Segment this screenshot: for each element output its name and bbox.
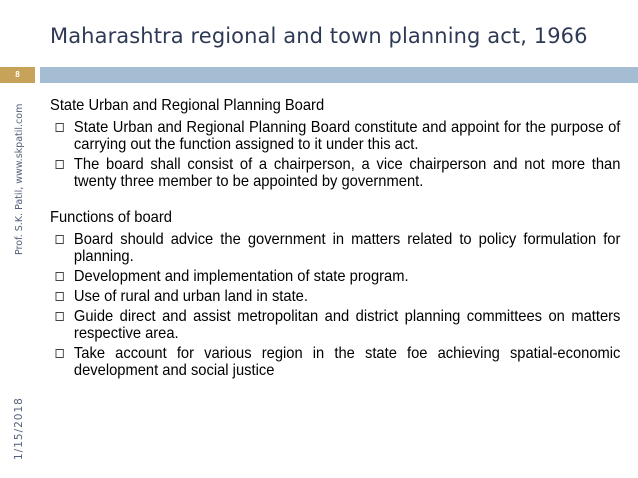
hollow-square-icon [56,235,64,244]
list-item [50,119,620,153]
section-functions [50,208,620,379]
list-item [50,288,620,305]
hollow-square-icon [56,272,64,281]
list-item-text: Use of rural and urban land in state. [73,288,308,305]
bullet-list [50,231,620,379]
date-footer: 1/15/2018 [13,397,25,460]
list-item-text: Take account for various region in the state foe achieving spatial-economic development and social justice [73,345,621,379]
title-divider-bar [40,67,638,83]
list-item [50,231,620,265]
bullet-list [50,119,620,190]
list-item-text: The board shall consist of a chairperson, a vice chairperson and not more than twenty three member to be appointed by government. [73,156,621,190]
author-footer: Prof. S.K. Patil, www.skpatil.com [14,103,25,255]
list-item-text: State Urban and Regional Planning Board constitute and appoint for the purpose of carrying out the function assigned to it under this act. [73,119,621,153]
section-heading: State Urban and Regional Planning Board [50,97,325,114]
slide-title: Maharashtra regional and town planning act, 1966 [50,24,588,48]
hollow-square-icon [56,292,64,301]
list-item [50,268,620,285]
section-planning-board [50,96,620,190]
slide-content [50,96,620,379]
slide-number: 8 [15,70,20,79]
section-heading: Functions of board [50,209,172,226]
list-item [50,308,620,342]
hollow-square-icon [56,160,64,169]
list-item-text: Board should advice the government in matters related to policy formulation for planning. [73,231,621,265]
list-item [50,156,620,190]
hollow-square-icon [56,349,64,358]
list-item-text: Guide direct and assist metropolitan and district planning committees on matters respective area. [73,308,621,342]
list-item [50,345,620,379]
hollow-square-icon [56,123,64,132]
list-item-text: Development and implementation of state program. [73,268,409,285]
hollow-square-icon [56,312,64,321]
